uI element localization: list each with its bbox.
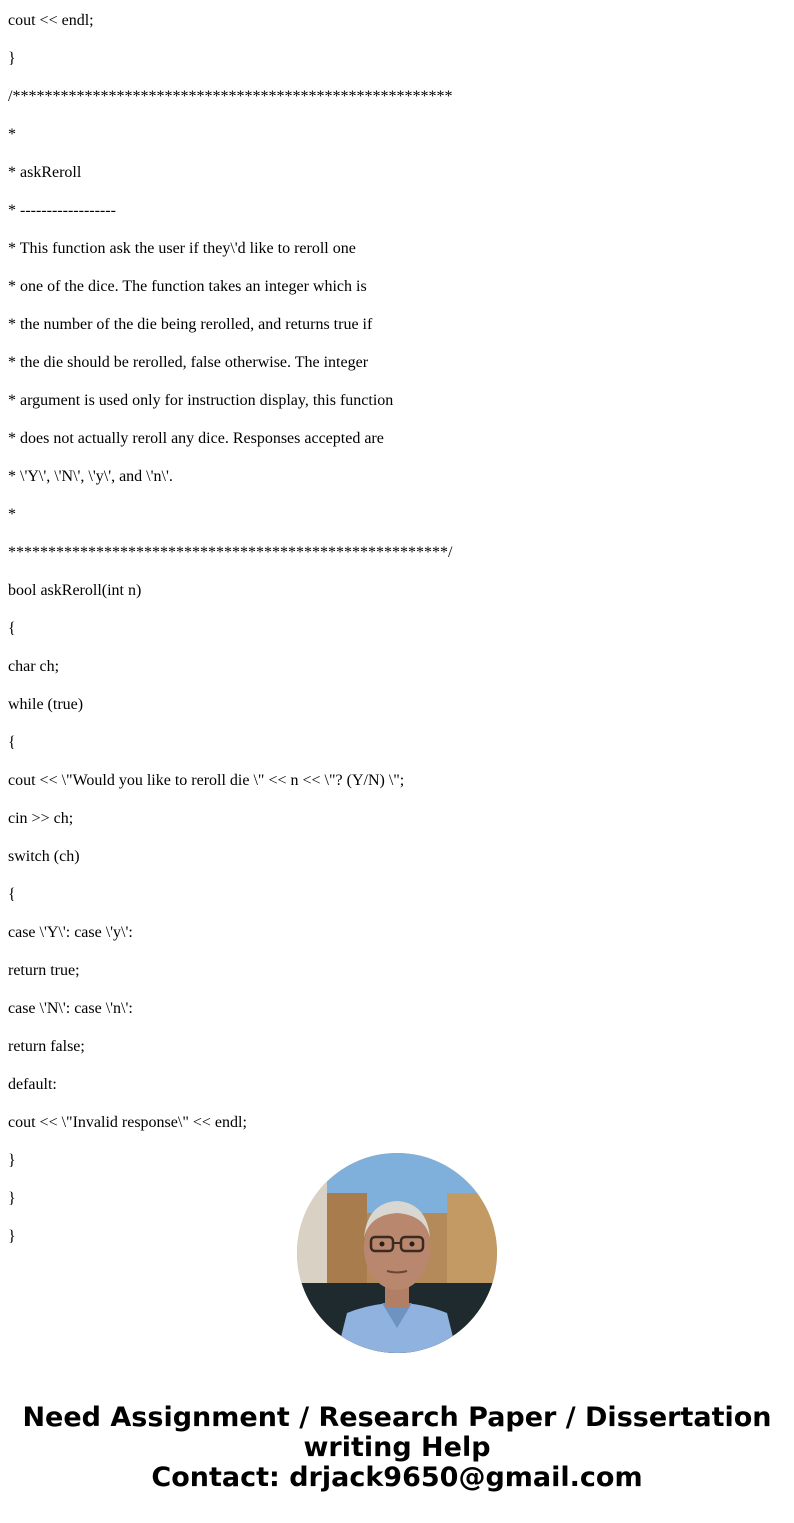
code-line: * does not actually reroll any dice. Responses accepted are [8, 430, 384, 447]
code-line: { [8, 620, 16, 637]
code-line: char ch; [8, 658, 60, 675]
code-line: * This function ask the user if they\'d like to reroll one [8, 240, 356, 257]
person-photo-icon [297, 1153, 497, 1353]
code-line: * one of the dice. The function takes an integer which is [8, 278, 367, 295]
promo-contact: Contact: drjack9650@gmail.com [151, 1462, 643, 1493]
promo-banner [0, 1403, 794, 1493]
code-line: } [8, 1190, 16, 1207]
code-listing [8, 0, 788, 1254]
code-line: { [8, 734, 16, 751]
code-line: } [8, 1228, 16, 1245]
author-avatar [297, 1153, 497, 1353]
code-line: * askReroll [8, 164, 82, 181]
code-line: case \'Y\': case \'y\': [8, 924, 133, 941]
code-line: cout << \"Would you like to reroll die \" << n << \"? (Y/N) \"; [8, 772, 405, 789]
code-line: * ------------------ [8, 202, 116, 219]
code-line: default: [8, 1076, 57, 1093]
code-line: cout << \"Invalid response\" << endl; [8, 1114, 247, 1131]
code-line: /******************************************************* [8, 88, 453, 105]
code-line: return true; [8, 962, 80, 979]
promo-line-2: writing Help [303, 1432, 491, 1463]
promo-line-1: Need Assignment / Research Paper / Dissertation [22, 1402, 772, 1433]
code-line: while (true) [8, 696, 84, 713]
code-line: } [8, 1152, 16, 1169]
code-line: case \'N\': case \'n\': [8, 1000, 133, 1017]
code-line: cin >> ch; [8, 810, 74, 827]
code-line: switch (ch) [8, 848, 80, 865]
code-line: * [8, 126, 16, 143]
code-line: * [8, 506, 16, 523]
code-line: * the number of the die being rerolled, and returns true if [8, 316, 373, 333]
code-line: * the die should be rerolled, false otherwise. The integer [8, 354, 369, 371]
code-line: } [8, 50, 16, 67]
code-line: { [8, 886, 16, 903]
code-line: *******************************************************/ [8, 544, 453, 561]
code-line: cout << endl; [8, 12, 94, 29]
code-line: * argument is used only for instruction display, this function [8, 392, 394, 409]
code-line: * \'Y\', \'N\', \'y\', and \'n\'. [8, 468, 173, 485]
code-line: bool askReroll(int n) [8, 582, 142, 599]
code-line: return false; [8, 1038, 85, 1055]
